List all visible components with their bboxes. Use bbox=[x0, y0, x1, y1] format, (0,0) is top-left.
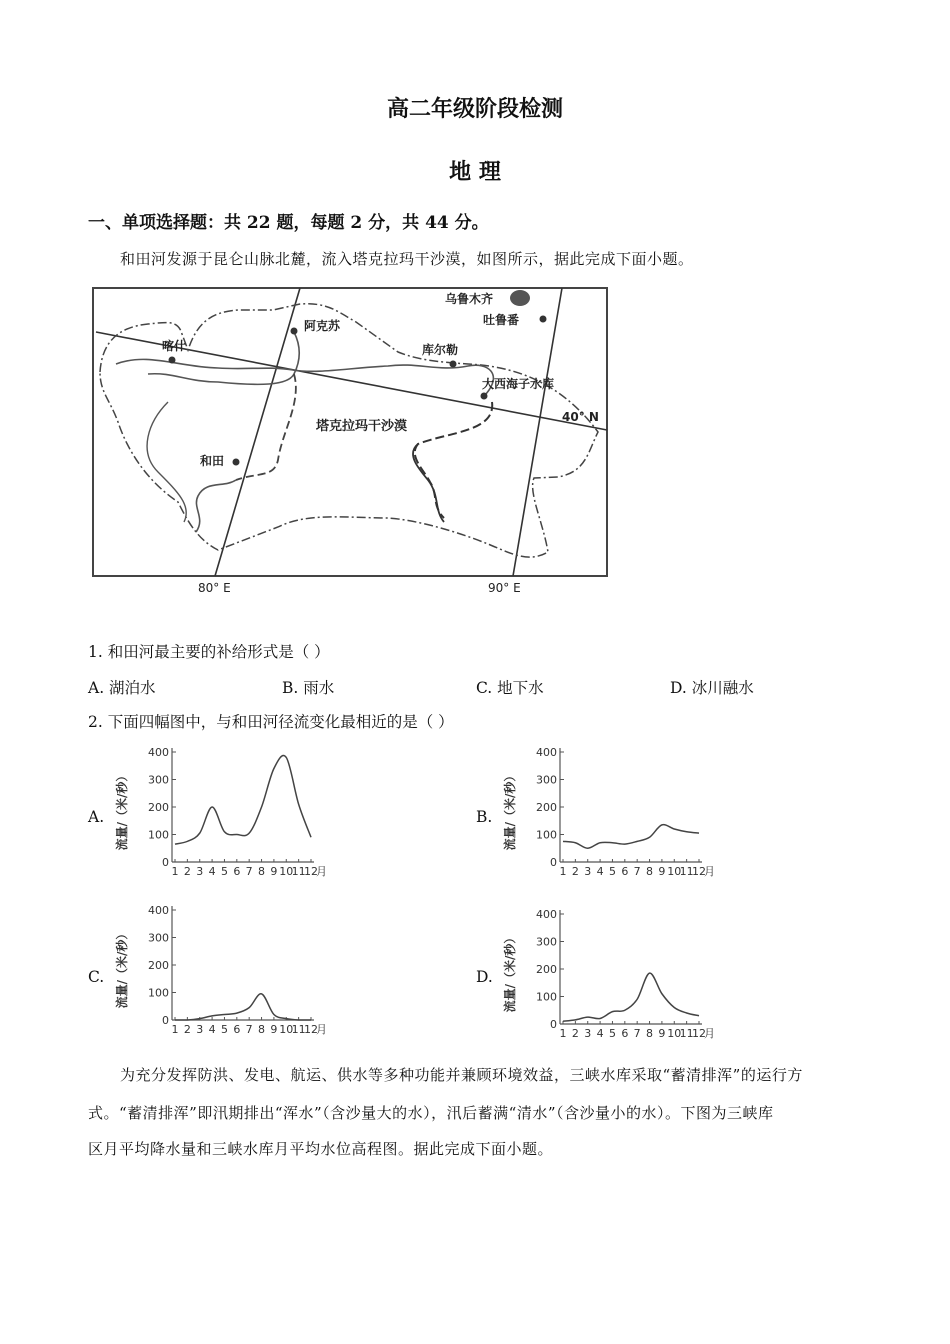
x-tick-label: 6 bbox=[233, 1023, 241, 1036]
eastern-river-dashed bbox=[415, 402, 492, 518]
y-tick-label: 200 bbox=[148, 959, 169, 972]
x-tick-label: 7 bbox=[245, 1023, 253, 1036]
q1-option-d[interactable]: D. 冰川融水 bbox=[670, 679, 754, 697]
y-tick-label: 0 bbox=[550, 856, 557, 869]
label-lon90: 90° E bbox=[488, 581, 521, 595]
passage-2-line-3: 区月平均降水量和三峡水库月平均水位高程图。据此完成下面小题。 bbox=[88, 1140, 554, 1158]
x-tick-label: 4 bbox=[596, 865, 604, 878]
x-unit-label: 月 bbox=[316, 1023, 327, 1036]
kashgar-dot bbox=[169, 357, 176, 364]
x-tick-label: 3 bbox=[584, 1027, 592, 1040]
q1-option-c[interactable]: C. 地下水 bbox=[476, 679, 544, 697]
x-tick-label: 9 bbox=[270, 865, 278, 878]
x-tick-label: 6 bbox=[233, 865, 241, 878]
runoff-line bbox=[175, 756, 311, 845]
y-axis-label: 流量/（米/秒） bbox=[503, 769, 517, 851]
label-korla: 库尔勒 bbox=[422, 343, 459, 357]
runoff-line bbox=[563, 973, 699, 1021]
x-tick-label: 1 bbox=[171, 865, 179, 878]
x-tick-label: 5 bbox=[608, 865, 616, 878]
y-tick-label: 400 bbox=[148, 904, 169, 917]
x-tick-label: 1 bbox=[171, 1023, 179, 1036]
runoff-line bbox=[175, 994, 311, 1020]
x-tick-label: 10 bbox=[667, 1027, 682, 1040]
x-tick-label: 2 bbox=[571, 1027, 579, 1040]
tarim-river bbox=[116, 359, 493, 394]
y-tick-label: 400 bbox=[536, 746, 557, 759]
x-tick-label: 3 bbox=[196, 1023, 204, 1036]
y-tick-label: 0 bbox=[162, 856, 169, 869]
q2-option-c[interactable]: C. bbox=[88, 968, 105, 986]
y-tick-label: 100 bbox=[536, 828, 557, 842]
aksu-dot bbox=[291, 328, 298, 335]
x-tick-label: 6 bbox=[621, 1027, 629, 1040]
passage-2-line-2: 式。“蓄清排浑”即汛期排出“浑水”（含沙量大的水），汛后蓄满“清水”（含沙量小的水）。下图为三峡库 bbox=[88, 1104, 774, 1122]
x-tick-label: 5 bbox=[220, 865, 228, 878]
q1-option-b[interactable]: B. 雨水 bbox=[282, 679, 335, 697]
y-tick-label: 400 bbox=[536, 908, 557, 921]
x-unit-label: 月 bbox=[704, 865, 715, 878]
runoff-chart-b bbox=[496, 740, 736, 880]
x-tick-label: 2 bbox=[183, 865, 191, 878]
runoff-chart-a bbox=[108, 740, 348, 880]
section-heading: 一、单项选择题：共 22 题，每题 2 分，共 44 分。 bbox=[88, 213, 489, 233]
x-tick-label: 3 bbox=[584, 865, 592, 878]
runoff-chart-d bbox=[496, 902, 736, 1042]
label-aksu: 阿克苏 bbox=[304, 319, 341, 333]
x-tick-label: 5 bbox=[220, 1023, 228, 1036]
korla-dot bbox=[450, 361, 457, 368]
x-tick-label: 12 bbox=[692, 865, 706, 878]
y-tick-label: 300 bbox=[148, 931, 169, 945]
label-daxihaizi: 大西海子水库 bbox=[482, 377, 555, 391]
x-tick-label: 11 bbox=[679, 865, 694, 878]
x-tick-label: 1 bbox=[559, 1027, 567, 1040]
x-tick-label: 12 bbox=[692, 1027, 706, 1040]
label-kashgar: 喀什 bbox=[162, 339, 187, 353]
x-tick-label: 10 bbox=[279, 1023, 294, 1036]
x-tick-label: 10 bbox=[667, 865, 682, 878]
label-turpan: 吐鲁番 bbox=[483, 313, 520, 327]
x-tick-label: 4 bbox=[208, 865, 216, 878]
q2-option-d[interactable]: D. bbox=[476, 968, 493, 986]
y-tick-label: 100 bbox=[536, 990, 557, 1004]
x-tick-label: 4 bbox=[208, 1023, 216, 1036]
y-tick-label: 400 bbox=[148, 746, 169, 759]
runoff-chart-c bbox=[108, 898, 348, 1038]
x-tick-label: 5 bbox=[608, 1027, 616, 1040]
x-unit-label: 月 bbox=[316, 865, 327, 878]
hotan-river-dashed bbox=[236, 374, 296, 480]
intro-text: 和田河发源于昆仑山脉北麓，流入塔克拉玛干沙漠，如图所示，据此完成下面小题。 bbox=[120, 250, 694, 268]
meridian-80 bbox=[215, 288, 300, 576]
q2-option-a[interactable]: A. bbox=[88, 808, 105, 826]
x-tick-label: 8 bbox=[258, 1023, 266, 1036]
y-tick-label: 200 bbox=[536, 963, 557, 976]
y-tick-label: 100 bbox=[148, 986, 169, 1000]
y-tick-label: 300 bbox=[536, 773, 557, 787]
x-tick-label: 9 bbox=[658, 865, 666, 878]
label-urumqi: 乌鲁木齐 bbox=[445, 292, 494, 306]
x-tick-label: 2 bbox=[571, 865, 579, 878]
y-tick-label: 300 bbox=[148, 773, 169, 787]
passage-2-line-1: 为充分发挥防洪、发电、航运、供水等多种功能并兼顾环境效益，三峡水库采取“蓄清排浑”的运行方 bbox=[120, 1066, 803, 1084]
y-tick-label: 0 bbox=[550, 1018, 557, 1031]
y-tick-label: 0 bbox=[162, 1014, 169, 1027]
label-hotan: 和田 bbox=[200, 454, 225, 468]
q2-option-b[interactable]: B. bbox=[476, 808, 493, 826]
x-tick-label: 7 bbox=[633, 1027, 641, 1040]
x-tick-label: 10 bbox=[279, 865, 294, 878]
x-tick-label: 8 bbox=[646, 1027, 654, 1040]
x-tick-label: 8 bbox=[258, 865, 266, 878]
x-tick-label: 3 bbox=[196, 865, 204, 878]
x-tick-label: 7 bbox=[245, 865, 253, 878]
label-desert: 塔克拉玛干沙漠 bbox=[316, 419, 408, 434]
question-2-stem: 2. 下面四幅图中，与和田河径流变化最相近的是（ ） bbox=[88, 713, 454, 731]
q1-option-a[interactable]: A. 湖泊水 bbox=[88, 679, 156, 697]
subject-title: 地 理 bbox=[449, 159, 501, 185]
eastern-river bbox=[413, 444, 444, 522]
meridian-90 bbox=[513, 288, 562, 576]
x-tick-label: 9 bbox=[270, 1023, 278, 1036]
x-tick-label: 11 bbox=[291, 865, 306, 878]
hotan-dot bbox=[233, 459, 240, 466]
runoff-line bbox=[563, 825, 699, 849]
x-tick-label: 9 bbox=[658, 1027, 666, 1040]
urumqi-dot bbox=[510, 290, 530, 306]
x-tick-label: 12 bbox=[304, 865, 318, 878]
y-tick-label: 200 bbox=[148, 801, 169, 814]
x-tick-label: 2 bbox=[183, 1023, 191, 1036]
y-tick-label: 300 bbox=[536, 935, 557, 949]
daxihaizi-dot bbox=[481, 393, 488, 400]
label-lat40: 40° N bbox=[562, 410, 599, 424]
turpan-dot bbox=[540, 316, 547, 323]
page-title: 高二年级阶段检测 bbox=[386, 96, 563, 122]
x-tick-label: 6 bbox=[621, 865, 629, 878]
x-tick-label: 1 bbox=[559, 865, 567, 878]
x-tick-label: 11 bbox=[291, 1023, 306, 1036]
tarim-map bbox=[88, 282, 613, 600]
y-axis-label: 流量/（米/秒） bbox=[115, 769, 129, 851]
x-tick-label: 12 bbox=[304, 1023, 318, 1036]
x-unit-label: 月 bbox=[704, 1027, 715, 1040]
x-tick-label: 7 bbox=[633, 865, 641, 878]
question-1-stem: 1. 和田河最主要的补给形式是（ ） bbox=[88, 643, 330, 661]
label-lon80: 80° E bbox=[198, 581, 231, 595]
y-axis-label: 流量/（米/秒） bbox=[115, 927, 129, 1009]
y-tick-label: 200 bbox=[536, 801, 557, 814]
x-tick-label: 4 bbox=[596, 1027, 604, 1040]
x-tick-label: 11 bbox=[679, 1027, 694, 1040]
western-tributary bbox=[147, 402, 186, 522]
y-axis-label: 流量/（米/秒） bbox=[503, 931, 517, 1013]
x-tick-label: 8 bbox=[646, 865, 654, 878]
y-tick-label: 100 bbox=[148, 828, 169, 842]
